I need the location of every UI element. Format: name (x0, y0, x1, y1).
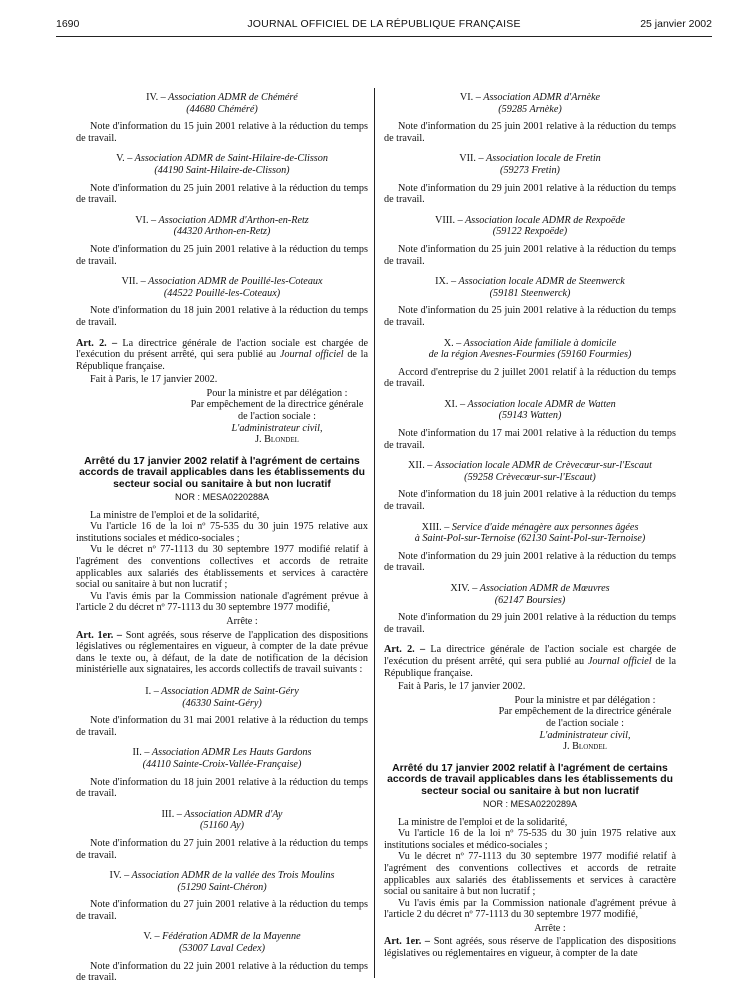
association-place: (44680 Chéméré) (186, 103, 258, 115)
note-information: Accord d'entreprise du 2 juillet 2001 relatif à la réduction du temps de travail. (384, 366, 676, 390)
nor-reference: NOR : MESA0220288A (174, 492, 270, 503)
fait-a-paris: Fait à Paris, le 17 janvier 2002. (398, 681, 526, 693)
note-information: Note d'information du 31 mai 2001 relative à la réduction du temps de travail. (76, 715, 368, 738)
issue-date: 25 janvier 2002 (640, 18, 712, 30)
association-entry (76, 870, 368, 922)
preamble-paragraph: Vu l'article 16 de la loi nº 75-535 du 30 juin 1975 relative aux institutions sociales et médico-sociales ; (384, 828, 676, 851)
note-information: Note d'information du 29 juin 2001 relative à la réduction du temps de travail. (384, 182, 676, 206)
note-information: Note d'information du 25 juin 2001 relative à la réduction du temps de travail. (76, 182, 368, 206)
note-information: Note d'information du 29 juin 2001 relative à la réduction du temps de travail. (384, 550, 676, 574)
association-place: (53007 Laval Cedex) (178, 943, 265, 955)
article-label: Art. 1er. – (384, 936, 431, 948)
article-label: Art. 1er. – (76, 629, 123, 641)
preamble-paragraph: Vu l'avis émis par la Commission nationale d'agrément prévue à l'article 2 du décret nº 77-1113 du 30 septembre 1977 modifié, (384, 897, 676, 921)
association-place: (62147 Boursies) (494, 594, 566, 606)
article-2: Art. 2. – La directrice générale de l'action sociale est chargée de l'exécution du présent arrêté, qui sera publié au Journal officiel de la République française. (76, 337, 369, 372)
page-header (56, 18, 712, 36)
association-entry (76, 809, 368, 861)
association-place: (59258 Crèvecœur-sur-l'Escaut) (464, 471, 596, 483)
association-name: II. – Association ADMR Les Hauts Gardons (132, 747, 312, 759)
arrete-title: Arrêté du 17 janvier 2002 relatif à l'agrément de certains accords de travail applicables dans les établissements du secteur social ou sanitaire à but non lucratif (79, 455, 365, 490)
association-place: (59273 Fretin) (500, 164, 560, 176)
association-name: I. – Association ADMR de Saint-Géry (145, 685, 299, 697)
association-name: IX. – Association locale ADMR de Steenwerck (435, 276, 625, 288)
signature-block: Pour la ministre et par délégation : Par empêchement de la directrice générale de l'action sociale : L'administrateur civil, J. Blondel (384, 695, 676, 753)
association-entry (384, 460, 676, 512)
right-entries (384, 92, 676, 635)
association-name: V. – Association ADMR de Saint-Hilaire-de-Clisson (116, 153, 328, 165)
association-entry (384, 92, 676, 144)
signature-block: Pour la ministre et par délégation : Par empêchement de la directrice générale de l'action sociale : L'administrateur civil, J. Blondel (76, 388, 368, 446)
association-entry (384, 153, 676, 205)
association-place: (44110 Sainte-Croix-Vallée-Française) (142, 758, 302, 770)
association-entry (76, 747, 368, 799)
association-entry (76, 686, 368, 738)
association-name: IV. – Association ADMR de Chéméré (146, 92, 298, 103)
association-place: de la région Avesnes-Fourmies (59160 Fourmies) (428, 349, 632, 361)
association-name: III. – Association ADMR d'Ay (161, 808, 283, 820)
header-rule (56, 36, 712, 37)
note-information: Note d'information du 25 juin 2001 relative à la réduction du temps de travail. (76, 243, 368, 267)
association-place: (59122 Rexpoëde) (492, 226, 568, 238)
association-name: XII. – Association locale ADMR de Crèvecœur-sur-l'Escaut (408, 460, 652, 472)
preamble (384, 817, 676, 921)
arrete-word: Arrête : (226, 616, 258, 627)
article-2: Art. 2. – La directrice générale de l'action sociale est chargée de l'exécution du présent arrêté, qui sera publié au Journal officiel de la République française. (384, 644, 677, 679)
association-place: (51290 Saint-Chéron) (177, 881, 267, 893)
note-information: Note d'information du 17 mai 2001 relative à la réduction du temps de travail. (384, 428, 676, 451)
preamble-paragraph: La ministre de l'emploi et de la solidarité, (90, 509, 260, 521)
association-place: (59143 Watten) (498, 410, 562, 422)
association-name: XIV. – Association ADMR de Mœuvres (450, 583, 610, 594)
nor-reference: NOR : MESA0220289A (482, 798, 578, 809)
association-name: V. – Fédération ADMR de la Mayenne (143, 931, 301, 943)
association-name: VI. – Association ADMR d'Arnèke (459, 92, 601, 103)
association-place: (44522 Pouillé-les-Coteaux) (163, 287, 281, 299)
signatory-name: J. Blondel (563, 741, 607, 753)
association-name: XI. – Association locale ADMR de Watten (444, 398, 616, 410)
association-entry (76, 92, 368, 144)
preamble-paragraph: Vu l'article 16 de la loi nº 75-535 du 30 juin 1975 relative aux institutions sociales et médico-sociales ; (76, 521, 368, 544)
association-name: VII. – Association locale de Fretin (459, 153, 601, 165)
association-entry (384, 399, 676, 451)
association-entry (76, 276, 368, 328)
journal-title: JOURNAL OFFICIEL DE LA RÉPUBLIQUE FRANÇAISE (247, 18, 521, 30)
page-number: 1690 (56, 18, 80, 30)
association-place: (44190 Saint-Hilaire-de-Clisson) (154, 164, 290, 176)
preamble-paragraph: La ministre de l'emploi et de la solidarité, (398, 816, 568, 828)
preamble-paragraph: Vu le décret nº 77-1113 du 30 septembre 1977 modifié relatif à l'agrément des conventions collectives et accords de retraite applicables aux salariés des établissements et services à caractère social ou sanitaire à but non lucratif ; (384, 851, 676, 898)
fait-a-paris: Fait à Paris, le 17 janvier 2002. (90, 374, 218, 386)
arrete-word: Arrête : (534, 922, 566, 934)
article-label: Art. 2. – (384, 644, 426, 656)
note-information: Note d'information du 29 juin 2001 relative à la réduction du temps de travail. (384, 612, 676, 635)
association-entry (384, 276, 676, 328)
association-entry (76, 215, 368, 267)
association-place: (46330 Saint-Géry) (182, 697, 262, 709)
association-entry (384, 583, 676, 635)
note-information: Note d'information du 25 juin 2001 relative à la réduction du temps de travail. (384, 243, 676, 267)
right-column (384, 92, 676, 962)
association-name: XIII. – Service d'aide ménagère aux personnes âgées (421, 521, 639, 533)
association-name: VI. – Association ADMR d'Arthon-en-Retz (135, 214, 309, 226)
note-information: Note d'information du 25 juin 2001 relative à la réduction du temps de travail. (384, 121, 676, 144)
association-place: (44320 Arthon-en-Retz) (173, 226, 271, 238)
association-name: VII. – Association ADMR de Pouillé-les-Coteaux (121, 276, 323, 288)
association-entry (384, 338, 676, 390)
association-place: (59181 Steenwerck) (489, 287, 571, 299)
note-information: Note d'information du 18 juin 2001 relative à la réduction du temps de travail. (384, 489, 676, 513)
column-divider (374, 88, 375, 978)
note-information: Note d'information du 27 juin 2001 relative à la réduction du temps de travail. (76, 899, 368, 922)
left-column (76, 92, 368, 993)
note-information: Note d'information du 15 juin 2001 relative à la réduction du temps de travail. (76, 121, 368, 144)
left-entries-top (76, 92, 368, 329)
association-entry (76, 153, 368, 205)
note-information: Note d'information du 25 juin 2001 relative à la réduction du temps de travail. (384, 305, 676, 328)
signatory-name: J. Blondel (255, 434, 299, 446)
association-name: VIII. – Association locale ADMR de Rexpoëde (434, 214, 626, 226)
note-information: Note d'information du 18 juin 2001 relative à la réduction du temps de travail. (76, 305, 368, 328)
preamble (76, 510, 368, 614)
association-entry (384, 522, 676, 574)
preamble-paragraph: Vu l'avis émis par la Commission nationale d'agrément prévue à l'article 2 du décret nº 77-1113 du 30 septembre 1977 modifié, (76, 590, 368, 614)
preamble-paragraph: Vu le décret nº 77-1113 du 30 septembre 1977 modifié relatif à l'agrément des conventions collectives et accords de retraite applicables aux salariés des établissements et services à caractère social ou sanitaire à but non lucratif ; (76, 544, 368, 591)
association-place: à Saint-Pol-sur-Ternoise (62130 Saint-Pol-sur-Ternoise) (414, 533, 646, 545)
arrete-title: Arrêté du 17 janvier 2002 relatif à l'agrément de certains accords de travail applicables dans les établissements du secteur social ou sanitaire à but non lucratif (387, 762, 673, 797)
note-information: Note d'information du 22 juin 2001 relative à la réduction du temps de travail. (76, 960, 368, 984)
association-place: (59285 Arnèke) (498, 103, 562, 115)
article-1: Art. 1er. – Sont agréés, sous réserve de l'application des dispositions législatives ou réglementaires en vigueur, à compter de la date (384, 936, 676, 960)
article-label: Art. 2. – (76, 337, 118, 349)
association-name: X. – Association Aide familiale à domicile (443, 337, 617, 349)
note-information: Note d'information du 18 juin 2001 relative à la réduction du temps de travail. (76, 776, 368, 800)
association-place: (51160 Ay) (199, 820, 245, 832)
left-entries-bottom (76, 686, 368, 984)
note-information: Note d'information du 27 juin 2001 relative à la réduction du temps de travail. (76, 837, 368, 861)
association-name: IV. – Association ADMR de la vallée des Trois Moulins (109, 870, 335, 882)
article-1: Art. 1er. – Sont agréés, sous réserve de l'application des dispositions législatives ou réglementaires en vigueur, à compter de la date prévue dans le texte ou, à défaut, de la date de notification de la décision ministérielle aux signataires, les accords collectifs de travail suivants : (76, 629, 368, 676)
association-entry (76, 931, 368, 983)
association-entry (384, 215, 676, 267)
